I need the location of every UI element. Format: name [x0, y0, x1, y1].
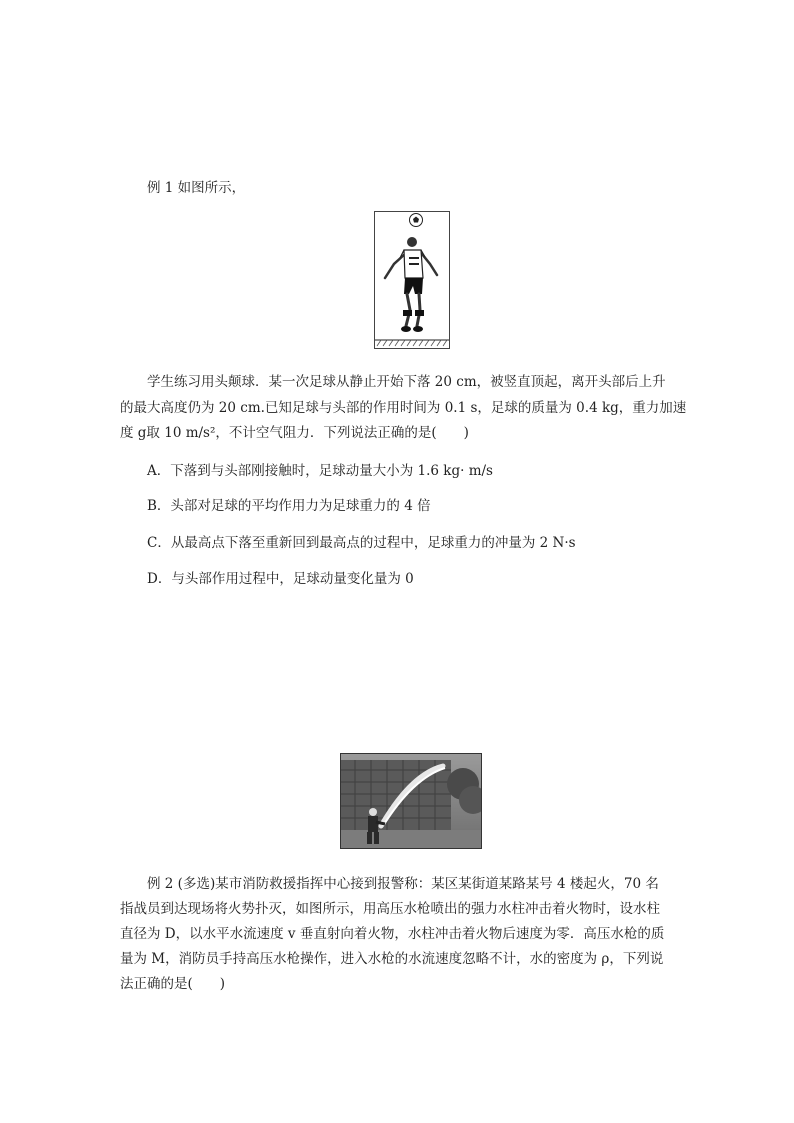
student-heading-ball-figure: [374, 211, 450, 349]
firefighter-photo: [340, 753, 482, 849]
example1-stem-line-2: 的最大高度仍为 20 cm.已知足球与头部的作用时间为 0.1 s，足球的质量为 0.4 kg，重力加速: [120, 400, 687, 416]
example2-stem-line-1: 例 2 (多选)某市消防救援指挥中心接到报警称：某区某街道某路某号 4 楼起火，70 名: [147, 876, 659, 892]
student-heading-soccer-ball-icon: [375, 212, 449, 348]
option-a: A．下落到与头部刚接触时，足球动量大小为 1.6 kg· m/s: [147, 463, 493, 479]
example2-stem-line-5: 法正确的是( ): [120, 976, 226, 992]
example1-stem-line-3: 度 g取 10 m/s²，不计空气阻力．下列说法正确的是( ): [120, 425, 469, 441]
option-c: C．从最高点下落至重新回到最高点的过程中，足球重力的冲量为 2 N·s: [147, 535, 576, 551]
option-d: D．与头部作用过程中，足球动量变化量为 0: [147, 571, 414, 587]
option-b: B．头部对足球的平均作用力为足球重力的 4 倍: [147, 498, 431, 514]
firefighter-water-cannon-icon: [341, 754, 481, 848]
example1-stem-line-1: 学生练习用头颠球．某一次足球从静止开始下落 20 cm，被竖直顶起，离开头部后上升: [147, 374, 666, 390]
example1-intro: 例 1 如图所示，: [147, 180, 246, 196]
example2-stem-line-2: 指战员到达现场将火势扑灭，如图所示，用高压水枪喷出的强力水柱冲击着火物时，设水柱: [120, 901, 660, 917]
example2-stem-line-4: 量为 M，消防员手持高压水枪操作，进入水枪的水流速度忽略不计，水的密度为 ρ，下列说: [120, 951, 664, 967]
example2-stem-line-3: 直径为 D，以水平水流速度 v 垂直射向着火物，水柱冲击着火物后速度为零．高压水枪的质: [120, 926, 665, 942]
